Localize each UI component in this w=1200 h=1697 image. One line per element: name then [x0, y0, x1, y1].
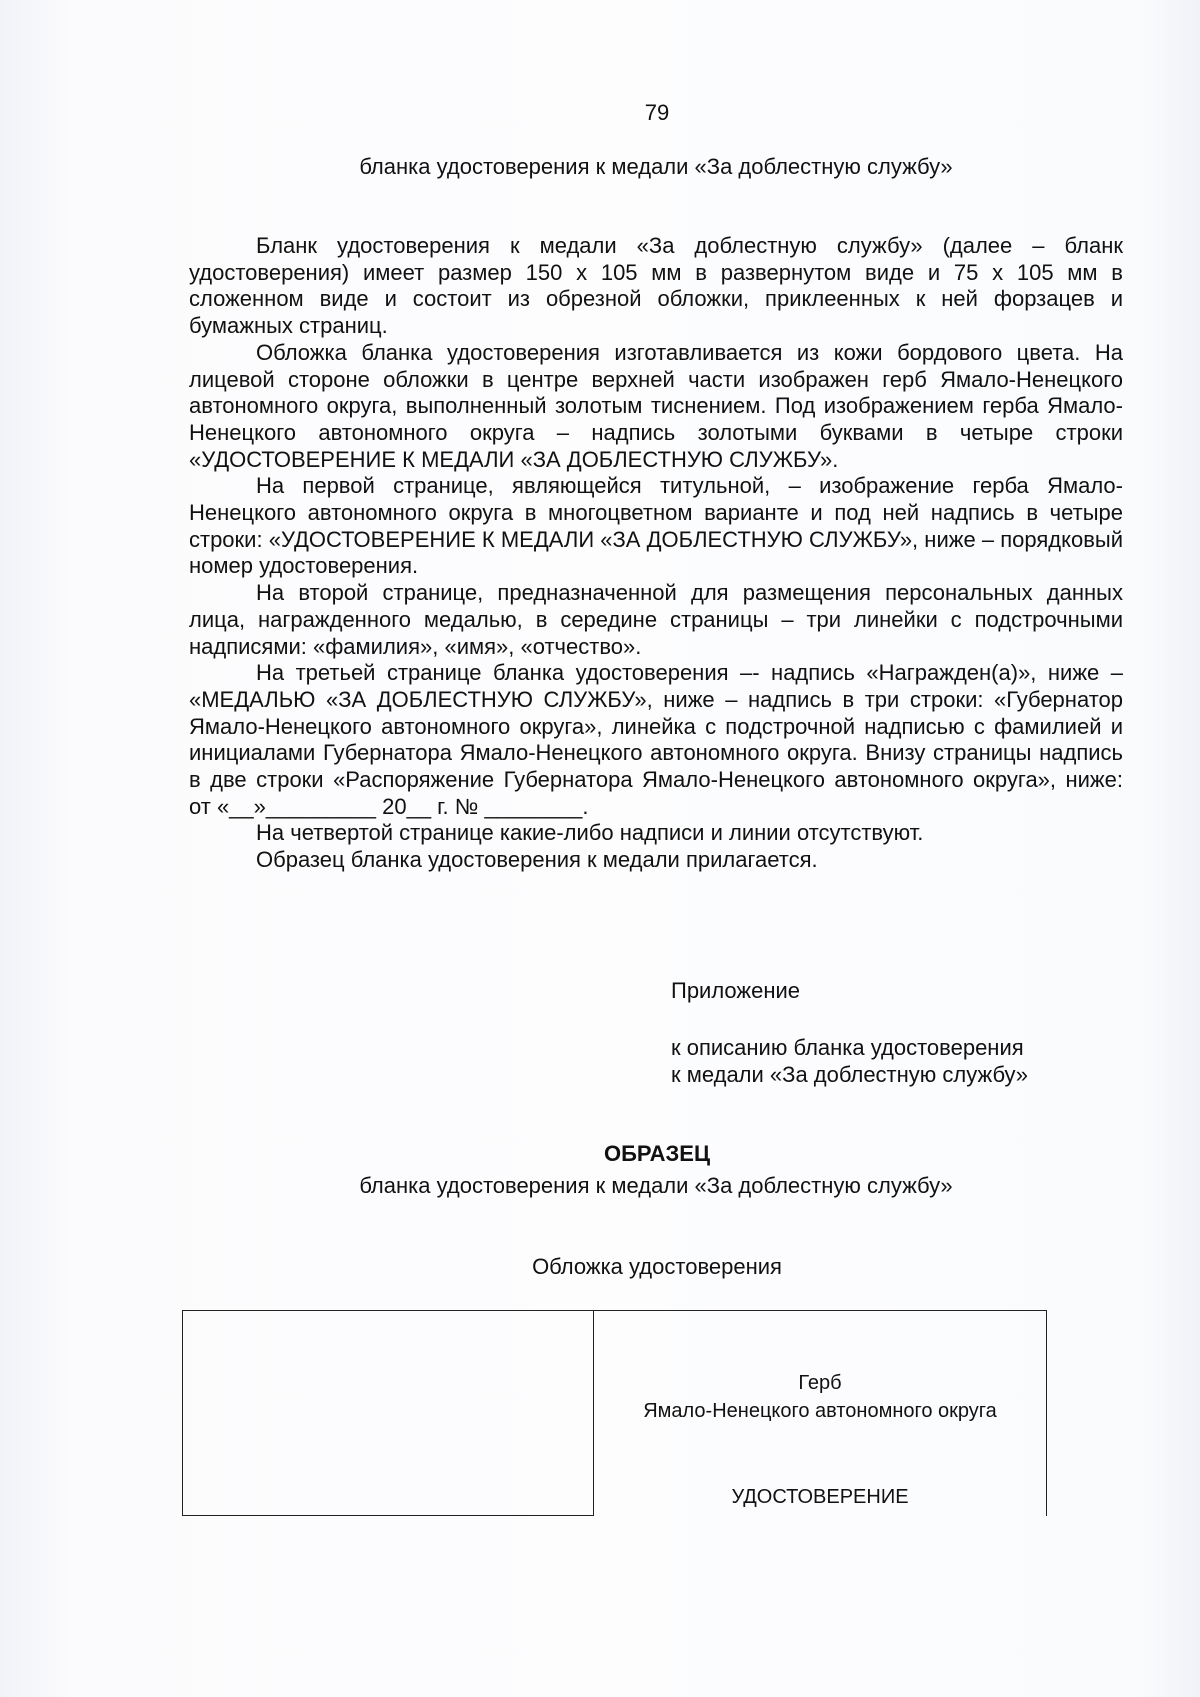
- appendix-reference: [671, 1035, 1028, 1088]
- cover-back-panel: [182, 1310, 594, 1516]
- document-heading: бланка удостоверения к медали «За доблестную службу»: [359, 154, 953, 179]
- emblem-label: Герб: [798, 1372, 842, 1394]
- appendix-label: Приложение: [671, 978, 801, 1003]
- document-body: [189, 233, 1123, 874]
- paragraph: На четвертой странице какие-либо надписи и линии отсутствуют.: [256, 820, 924, 846]
- certificate-title: УДОСТОВЕРЕНИЕ: [731, 1486, 909, 1508]
- paragraph: Обложка бланка удостоверения изготавливается из кожи бордового цвета. На лицевой стороне обложки в центре верхней части изображен герб Ямало-Ненецкого автономного округа, выполненный золотым тиснением. Под изображением герба Ямало-Ненецкого автономного округа – надпись золотыми буквами в четыре строки «УДОСТОВЕРЕНИЕ К МЕДАЛИ «ЗА ДОБЛЕСТНУЮ СЛУЖБУ».: [189, 339, 1123, 472]
- sample-subtitle: бланка удостоверения к медали «За доблестную службу»: [359, 1173, 953, 1198]
- paragraph: Бланк удостоверения к медали «За доблестную службу» (далее – бланк удостоверения) имеет размер 150 х 105 мм в развернутом виде и 75 х 105 мм в сложенном виде и состоит из обрезной обложки, приклеенных к ней форзацев и бумажных страниц.: [189, 233, 1123, 339]
- emblem-label: Ямало-Ненецкого автономного округа: [643, 1400, 997, 1422]
- paragraph: На первой странице, являющейся титульной, – изображение герба Ямало-Ненецкого автономного округа в многоцветном варианте и под ней надпись в четыре строки: «УДОСТОВЕРЕНИЕ К МЕДАЛИ «ЗА ДОБЛЕСТНУЮ СЛУЖБУ», ниже – порядковый номер удостоверения.: [189, 473, 1123, 579]
- page-number: 79: [644, 100, 670, 125]
- cover-caption: Обложка удостоверения: [532, 1254, 782, 1279]
- appendix-reference-line: к описанию бланка удостоверения: [671, 1035, 1024, 1060]
- emblem-placeholder: [594, 1369, 1046, 1425]
- appendix-reference-line: к медали «За доблестную службу»: [671, 1061, 1029, 1087]
- paragraph: На третьей странице бланка удостоверения –- надпись «Награжден(а)», ниже – «МЕДАЛЬЮ «ЗА ДОБЛЕСТНУЮ СЛУЖБУ», ниже – надпись в три строки: «Губернатор Ямало-Ненецкого автономного округа», линейка с подстрочной надписью с фамилией и инициалами Губернатора Ямало-Ненецкого автономного округа. Внизу страницы надпись в две строки «Распоряжение Губернатора Ямало-Ненецкого автономного округа», ниже: от «__»_________ 20__ г. № ________.: [189, 660, 1123, 819]
- sample-title: ОБРАЗЕЦ: [603, 1141, 711, 1166]
- cover-front-panel: [594, 1310, 1047, 1516]
- paragraph: На второй странице, предназначенной для размещения персональных данных лица, награжденного медалью, в середине страницы – три линейки с подстрочными надписями: «фамилия», «имя», «отчество».: [189, 580, 1123, 659]
- paragraph: Образец бланка удостоверения к медали прилагается.: [256, 847, 818, 873]
